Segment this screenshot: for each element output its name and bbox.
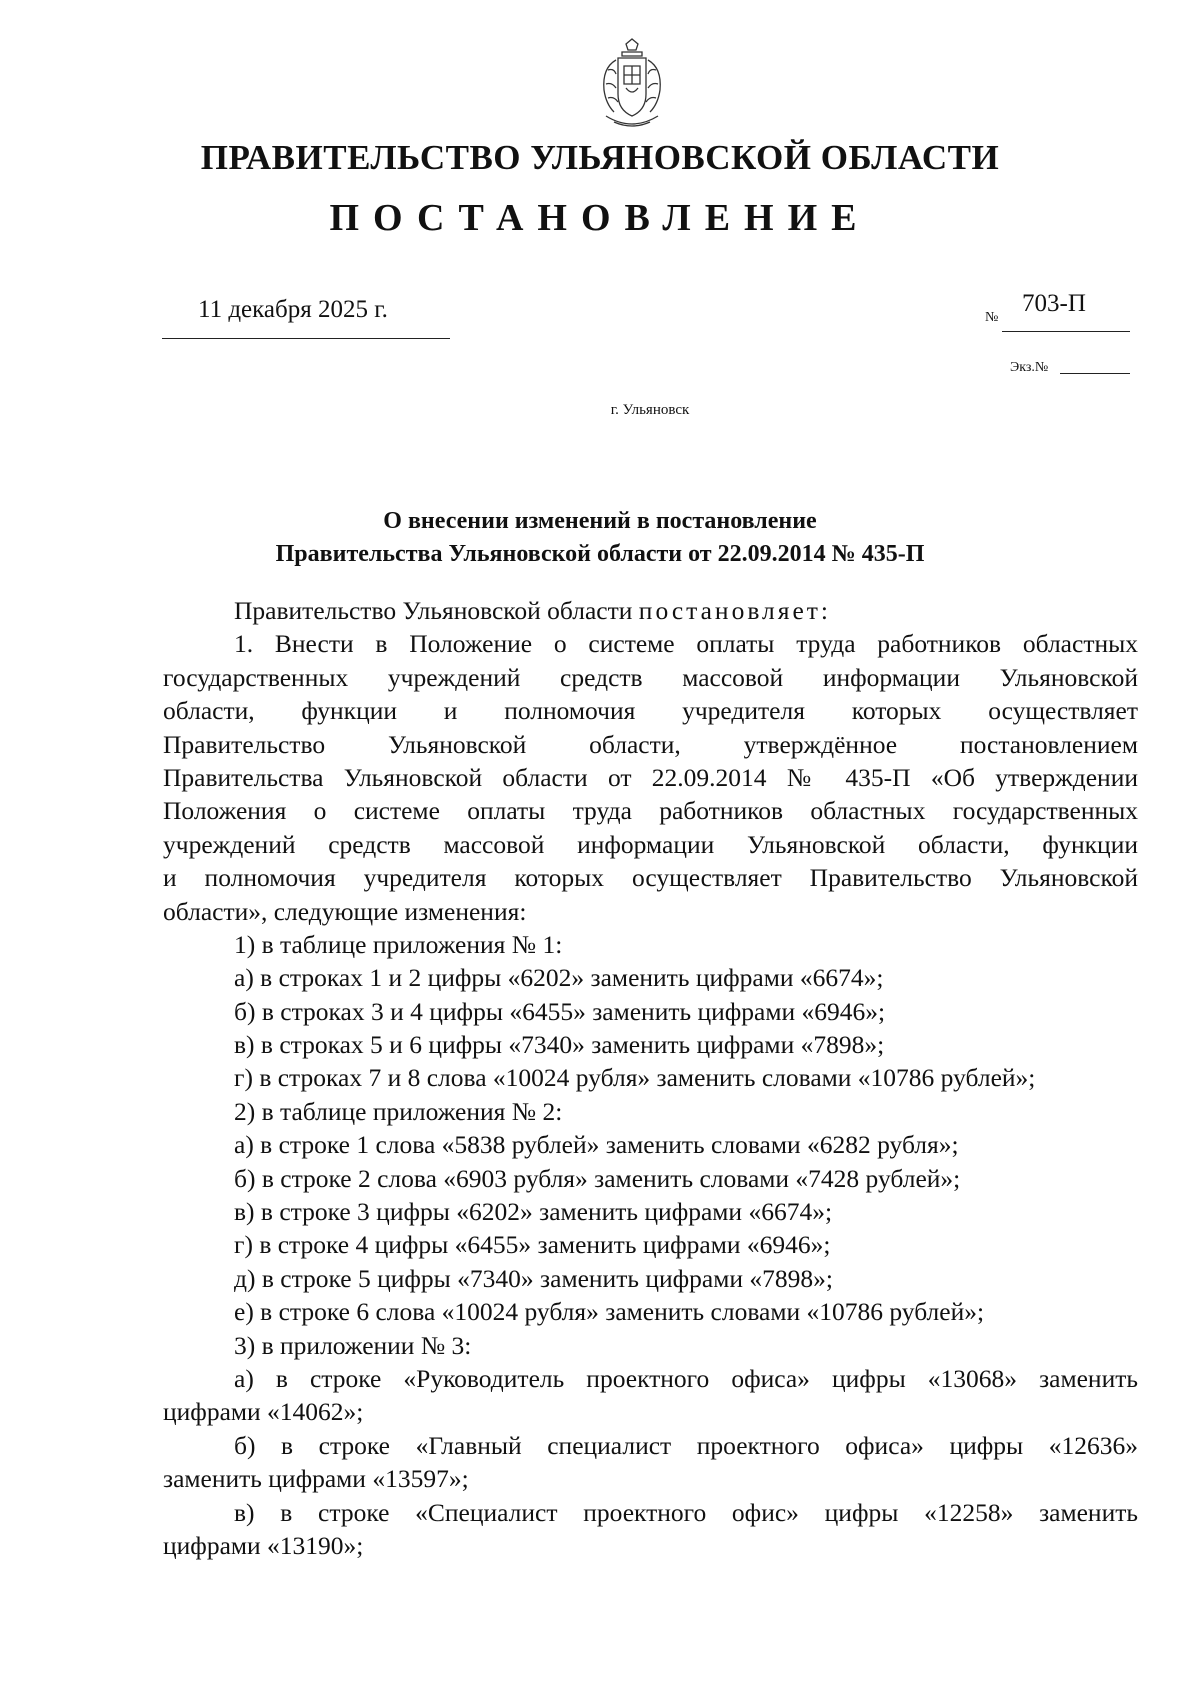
section-3-heading: 3) в приложении № 3: <box>234 1330 472 1360</box>
section-2-item: а) в строке 1 слова «5838 рублей» заменить словами «6282 рубля»; <box>234 1130 959 1160</box>
section-3-item-line: цифрами «14062»; <box>163 1397 364 1427</box>
section-2-item: д) в строке 5 цифры «7340» заменить цифрами «7898»; <box>234 1263 833 1293</box>
section-2-heading: 2) в таблице приложения № 2: <box>234 1096 563 1126</box>
document-subject <box>0 505 1200 571</box>
subject-line-2: Правительства Ульяновской области от 22.09.2014 № 435-П <box>275 541 925 567</box>
section-3-item-line: в) в строке «Специалист проектного офис» цифры «12258» заменить <box>234 1497 1138 1527</box>
document-number: 703-П <box>1022 290 1086 317</box>
section-1-heading: 1) в таблице приложения № 1: <box>234 929 563 959</box>
coat-of-arms-icon <box>596 38 668 130</box>
p1-line: области, функции и полномочия учредителя которых осуществляет <box>163 696 1138 726</box>
section-1-item: б) в строках 3 и 4 цифры «6455» заменить цифрами «6946»; <box>234 996 886 1026</box>
intro-line <box>163 594 1138 627</box>
number-mark: № <box>985 310 999 325</box>
date-underline <box>162 338 450 339</box>
p1-line: учреждений средств массовой информации Ульяновской области, функции <box>163 829 1138 859</box>
section-3-item-line: б) в строке «Главный специалист проектного офиса» цифры «12636» <box>234 1430 1138 1460</box>
p1-line: государственных учреждений средств массовой информации Ульяновской <box>163 662 1138 692</box>
section-3-item-line: заменить цифрами «13597»; <box>163 1464 469 1494</box>
document-body <box>163 594 1138 1562</box>
intro-text: Правительство Ульяновской области <box>234 596 639 625</box>
section-2-item: е) в строке 6 слова «10024 рубля» заменить словами «10786 рублей»; <box>234 1297 985 1327</box>
section-1-item: а) в строках 1 и 2 цифры «6202» заменить цифрами «6674»; <box>234 963 884 993</box>
section-3-item-line: а) в строке «Руководитель проектного офиса» цифры «13068» заменить <box>234 1363 1138 1393</box>
section-2-item: г) в строке 4 цифры «6455» заменить цифрами «6946»; <box>234 1230 831 1260</box>
document-date: 11 декабря 2025 г. <box>198 296 388 323</box>
p1-line: области», следующие изменения: <box>163 896 527 926</box>
p1-line: и полномочия учредителя которых осуществляет Правительство Ульяновской <box>163 863 1138 893</box>
p1-line: Положения о системе оплаты труда работников областных государственных <box>163 796 1138 826</box>
document-type-title: ПОСТАНОВЛЕНИЕ <box>329 197 871 239</box>
p1-line: 1. Внести в Положение о системе оплаты труда работников областных <box>234 629 1138 659</box>
intro-verb: постановляет: <box>638 596 832 625</box>
section-3-item-line: цифрами «13190»; <box>163 1530 364 1560</box>
subject-line-1: О внесении изменений в постановление <box>383 508 817 534</box>
section-2-item: в) в строке 3 цифры «6202» заменить цифрами «6674»; <box>234 1197 833 1227</box>
section-1-item: в) в строках 5 и 6 цифры «7340» заменить цифрами «7898»; <box>234 1030 885 1060</box>
city: г. Ульяновск <box>610 402 690 418</box>
copy-number-underline <box>1060 373 1130 374</box>
section-2-item: б) в строке 2 слова «6903 рубля» заменить словами «7428 рублей»; <box>234 1163 961 1193</box>
number-underline <box>1002 331 1130 332</box>
section-1-item: г) в строках 7 и 8 слова «10024 рубля» заменить словами «10786 рублей»; <box>234 1063 1036 1093</box>
p1-line: Правительства Ульяновской области от 22.09.2014 № 435-П «Об утверждении <box>163 762 1138 792</box>
copy-number-label: Экз.№ <box>1010 360 1049 375</box>
government-name: ПРАВИТЕЛЬСТВО УЛЬЯНОВСКОЙ ОБЛАСТИ <box>200 138 1000 177</box>
p1-line: Правительство Ульяновской области, утверждённое постановлением <box>163 729 1138 759</box>
